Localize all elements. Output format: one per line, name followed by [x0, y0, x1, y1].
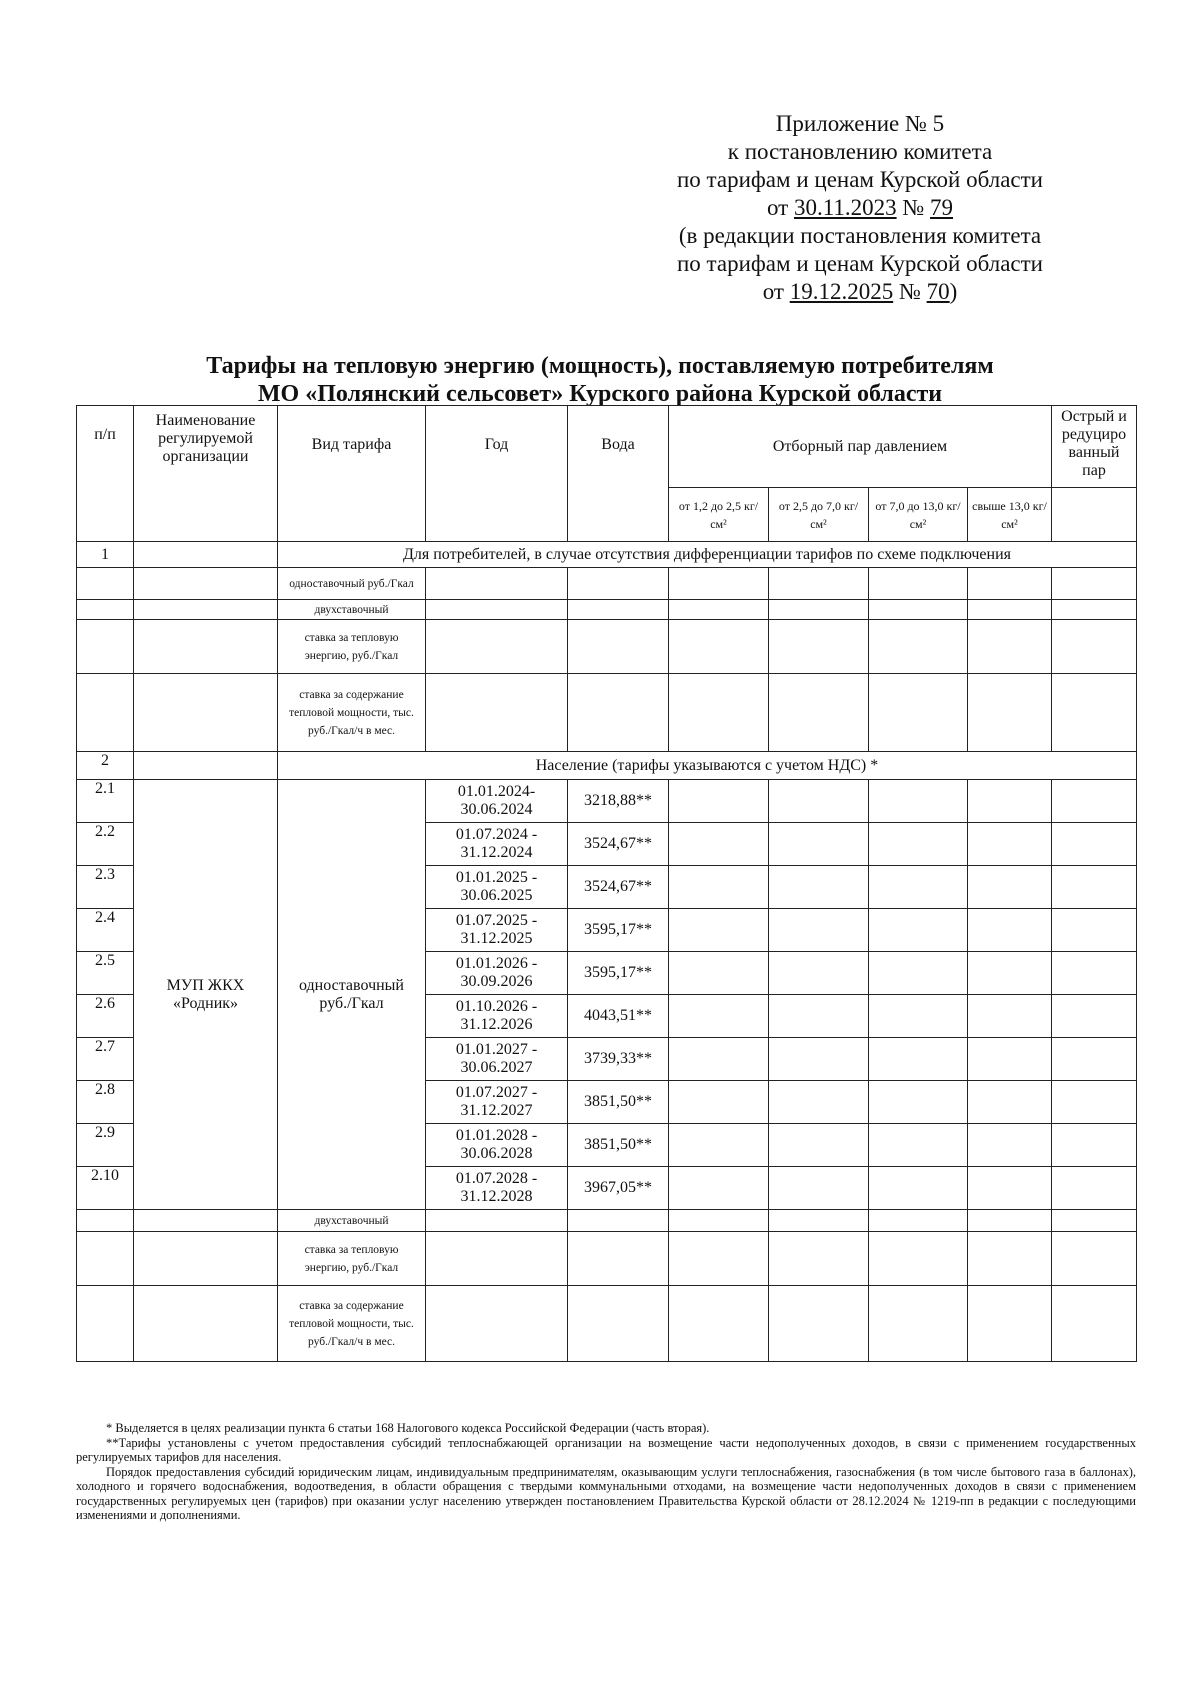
org-name: МУП ЖКХ «Родник» — [134, 780, 278, 1210]
section-title: Население (тарифы указываются с учетом НДС) * — [278, 752, 1137, 780]
col-header-sharp-steam: Острый и редуциро ванный пар — [1052, 406, 1137, 488]
period-cell: 01.07.2028 - 31.12.2028 — [426, 1167, 568, 1210]
period-cell: 01.07.2027 - 31.12.2027 — [426, 1081, 568, 1124]
water-value: 3524,67** — [568, 866, 669, 909]
col-header-year: Год — [426, 406, 568, 542]
row-num: 2.2 — [77, 823, 134, 866]
footnote-2: **Тарифы установлены с учетом предоставления субсидий теплоснабжающей организации на возмещение части недополученных доходов, в связи с применением государственных регулируемых тарифов для населения. — [76, 1435, 1136, 1464]
water-value: 4043,51** — [568, 995, 669, 1038]
footnotes — [76, 1421, 1136, 1523]
table-row — [77, 780, 1137, 823]
table-row — [77, 600, 1137, 620]
row-num: 2.5 — [77, 952, 134, 995]
water-value: 3595,17** — [568, 909, 669, 952]
table-row — [77, 674, 1137, 752]
appendix-header — [600, 110, 1120, 306]
water-value: 3218,88** — [568, 780, 669, 823]
row-num: 2.4 — [77, 909, 134, 952]
period-cell: 01.01.2025 - 30.06.2025 — [426, 866, 568, 909]
decree-date: 30.11.2023 — [793, 195, 897, 220]
col-header-p1: от 1,2 до 2,5 кг/см² — [669, 488, 769, 542]
table-row — [77, 1210, 1137, 1232]
tariff-type-cell: ставка за тепловую энергию, руб./Гкал — [278, 620, 426, 674]
table-row — [77, 1286, 1137, 1362]
row-num: 2.8 — [77, 1081, 134, 1124]
col-header-p4: свыше 13,0 кг/см² — [968, 488, 1052, 542]
water-value: 3851,50** — [568, 1124, 669, 1167]
tariff-type-cell: двухставочный — [278, 1210, 426, 1232]
col-header-org: Наименование регулируемой организации — [134, 406, 278, 542]
section-num: 1 — [77, 542, 134, 568]
col-header-water: Вода — [568, 406, 669, 542]
tariff-type-cell: ставка за тепловую энергию, руб./Гкал — [278, 1232, 426, 1286]
col-header-steam: Отборный пар давлением — [669, 406, 1052, 488]
section-title: Для потребителей, в случае отсутствия дифференциации тарифов по схеме подключения — [278, 542, 1137, 568]
table-row — [77, 568, 1137, 600]
period-cell: 01.01.2027 - 30.06.2027 — [426, 1038, 568, 1081]
tariff-type-cell: ставка за содержание тепловой мощности, тыс. руб./Гкал/ч в мес. — [278, 674, 426, 752]
section-row-1 — [77, 542, 1137, 568]
document-title — [150, 352, 1050, 408]
col-header-p2: от 2,5 до 7,0 кг/см² — [769, 488, 869, 542]
period-cell: 01.01.2024-30.06.2024 — [426, 780, 568, 823]
tariff-table — [76, 405, 1137, 1362]
row-num: 2.3 — [77, 866, 134, 909]
appendix-line4: от 30.11.2023 № 79 — [766, 195, 954, 220]
section-row-2 — [77, 752, 1137, 780]
appendix-line2: к постановлению комитета — [727, 139, 993, 164]
footnote-1: * Выделяется в целях реализации пункта 6 статьи 168 Налогового кодекса Российской Федерации (часть вторая). — [106, 1421, 710, 1435]
decree-number: 79 — [930, 195, 954, 220]
tariff-type: одноставочный руб./Гкал — [278, 780, 426, 1210]
footnote-3: Порядок предоставления субсидий юридическим лицам, индивидуальным предпринимателям, оказывающим услуги теплоснабжения, газоснабжения (в том числе бытового газа в баллонах), холодного и горячего водоснабжения, водоотведения, в области обращения с твердыми коммунальными отходами, на возмещение части недополученных доходов в связи с применением государственных регулируемых цен (тарифов) при оказании услуг населению утвержден постановлением Правительства Курской области от 28.12.2024 № 1219-пп в редакции с последующими изменениями и дополнениями. — [76, 1464, 1136, 1522]
water-value: 3524,67** — [568, 823, 669, 866]
table-row — [77, 1232, 1137, 1286]
col-header-p3: от 7,0 до 13,0 кг/см² — [869, 488, 968, 542]
water-value: 3851,50** — [568, 1081, 669, 1124]
row-num: 2.9 — [77, 1124, 134, 1167]
appendix-line3: по тарифам и ценам Курской области — [677, 167, 1043, 192]
amendment-number: 70 — [926, 279, 950, 304]
table-row — [77, 620, 1137, 674]
water-value: 3739,33** — [568, 1038, 669, 1081]
title-line-1: Тарифы на тепловую энергию (мощность), поставляемую потребителям — [206, 353, 994, 379]
row-num: 2.7 — [77, 1038, 134, 1081]
period-cell: 01.01.2026 - 30.09.2026 — [426, 952, 568, 995]
appendix-number: Приложение № 5 — [775, 111, 945, 136]
row-num: 2.6 — [77, 995, 134, 1038]
period-cell: 01.07.2025 - 31.12.2025 — [426, 909, 568, 952]
col-header-num: п/п — [77, 406, 134, 542]
tariff-type-cell: одноставочный руб./Гкал — [278, 568, 426, 600]
water-value: 3595,17** — [568, 952, 669, 995]
tariff-type-cell: двухставочный — [278, 600, 426, 620]
amendment-date: 19.12.2025 — [789, 279, 894, 304]
period-cell: 01.10.2026 - 31.12.2026 — [426, 995, 568, 1038]
col-header-type: Вид тарифа — [278, 406, 426, 542]
appendix-line7: от 19.12.2025 № 70) — [762, 279, 958, 304]
tariff-type-cell: ставка за содержание тепловой мощности, тыс. руб./Гкал/ч в мес. — [278, 1286, 426, 1362]
appendix-line5: (в редакции постановления комитета — [678, 223, 1042, 248]
period-cell: 01.07.2024 - 31.12.2024 — [426, 823, 568, 866]
row-num: 2.10 — [77, 1167, 134, 1210]
section-num: 2 — [77, 752, 134, 780]
title-line-2: МО «Полянский сельсовет» Курского района Курской области — [257, 381, 943, 407]
period-cell: 01.01.2028 - 30.06.2028 — [426, 1124, 568, 1167]
appendix-line6: по тарифам и ценам Курской области — [677, 251, 1043, 276]
water-value: 3967,05** — [568, 1167, 669, 1210]
row-num: 2.1 — [77, 780, 134, 823]
table-header-row — [77, 406, 1137, 488]
